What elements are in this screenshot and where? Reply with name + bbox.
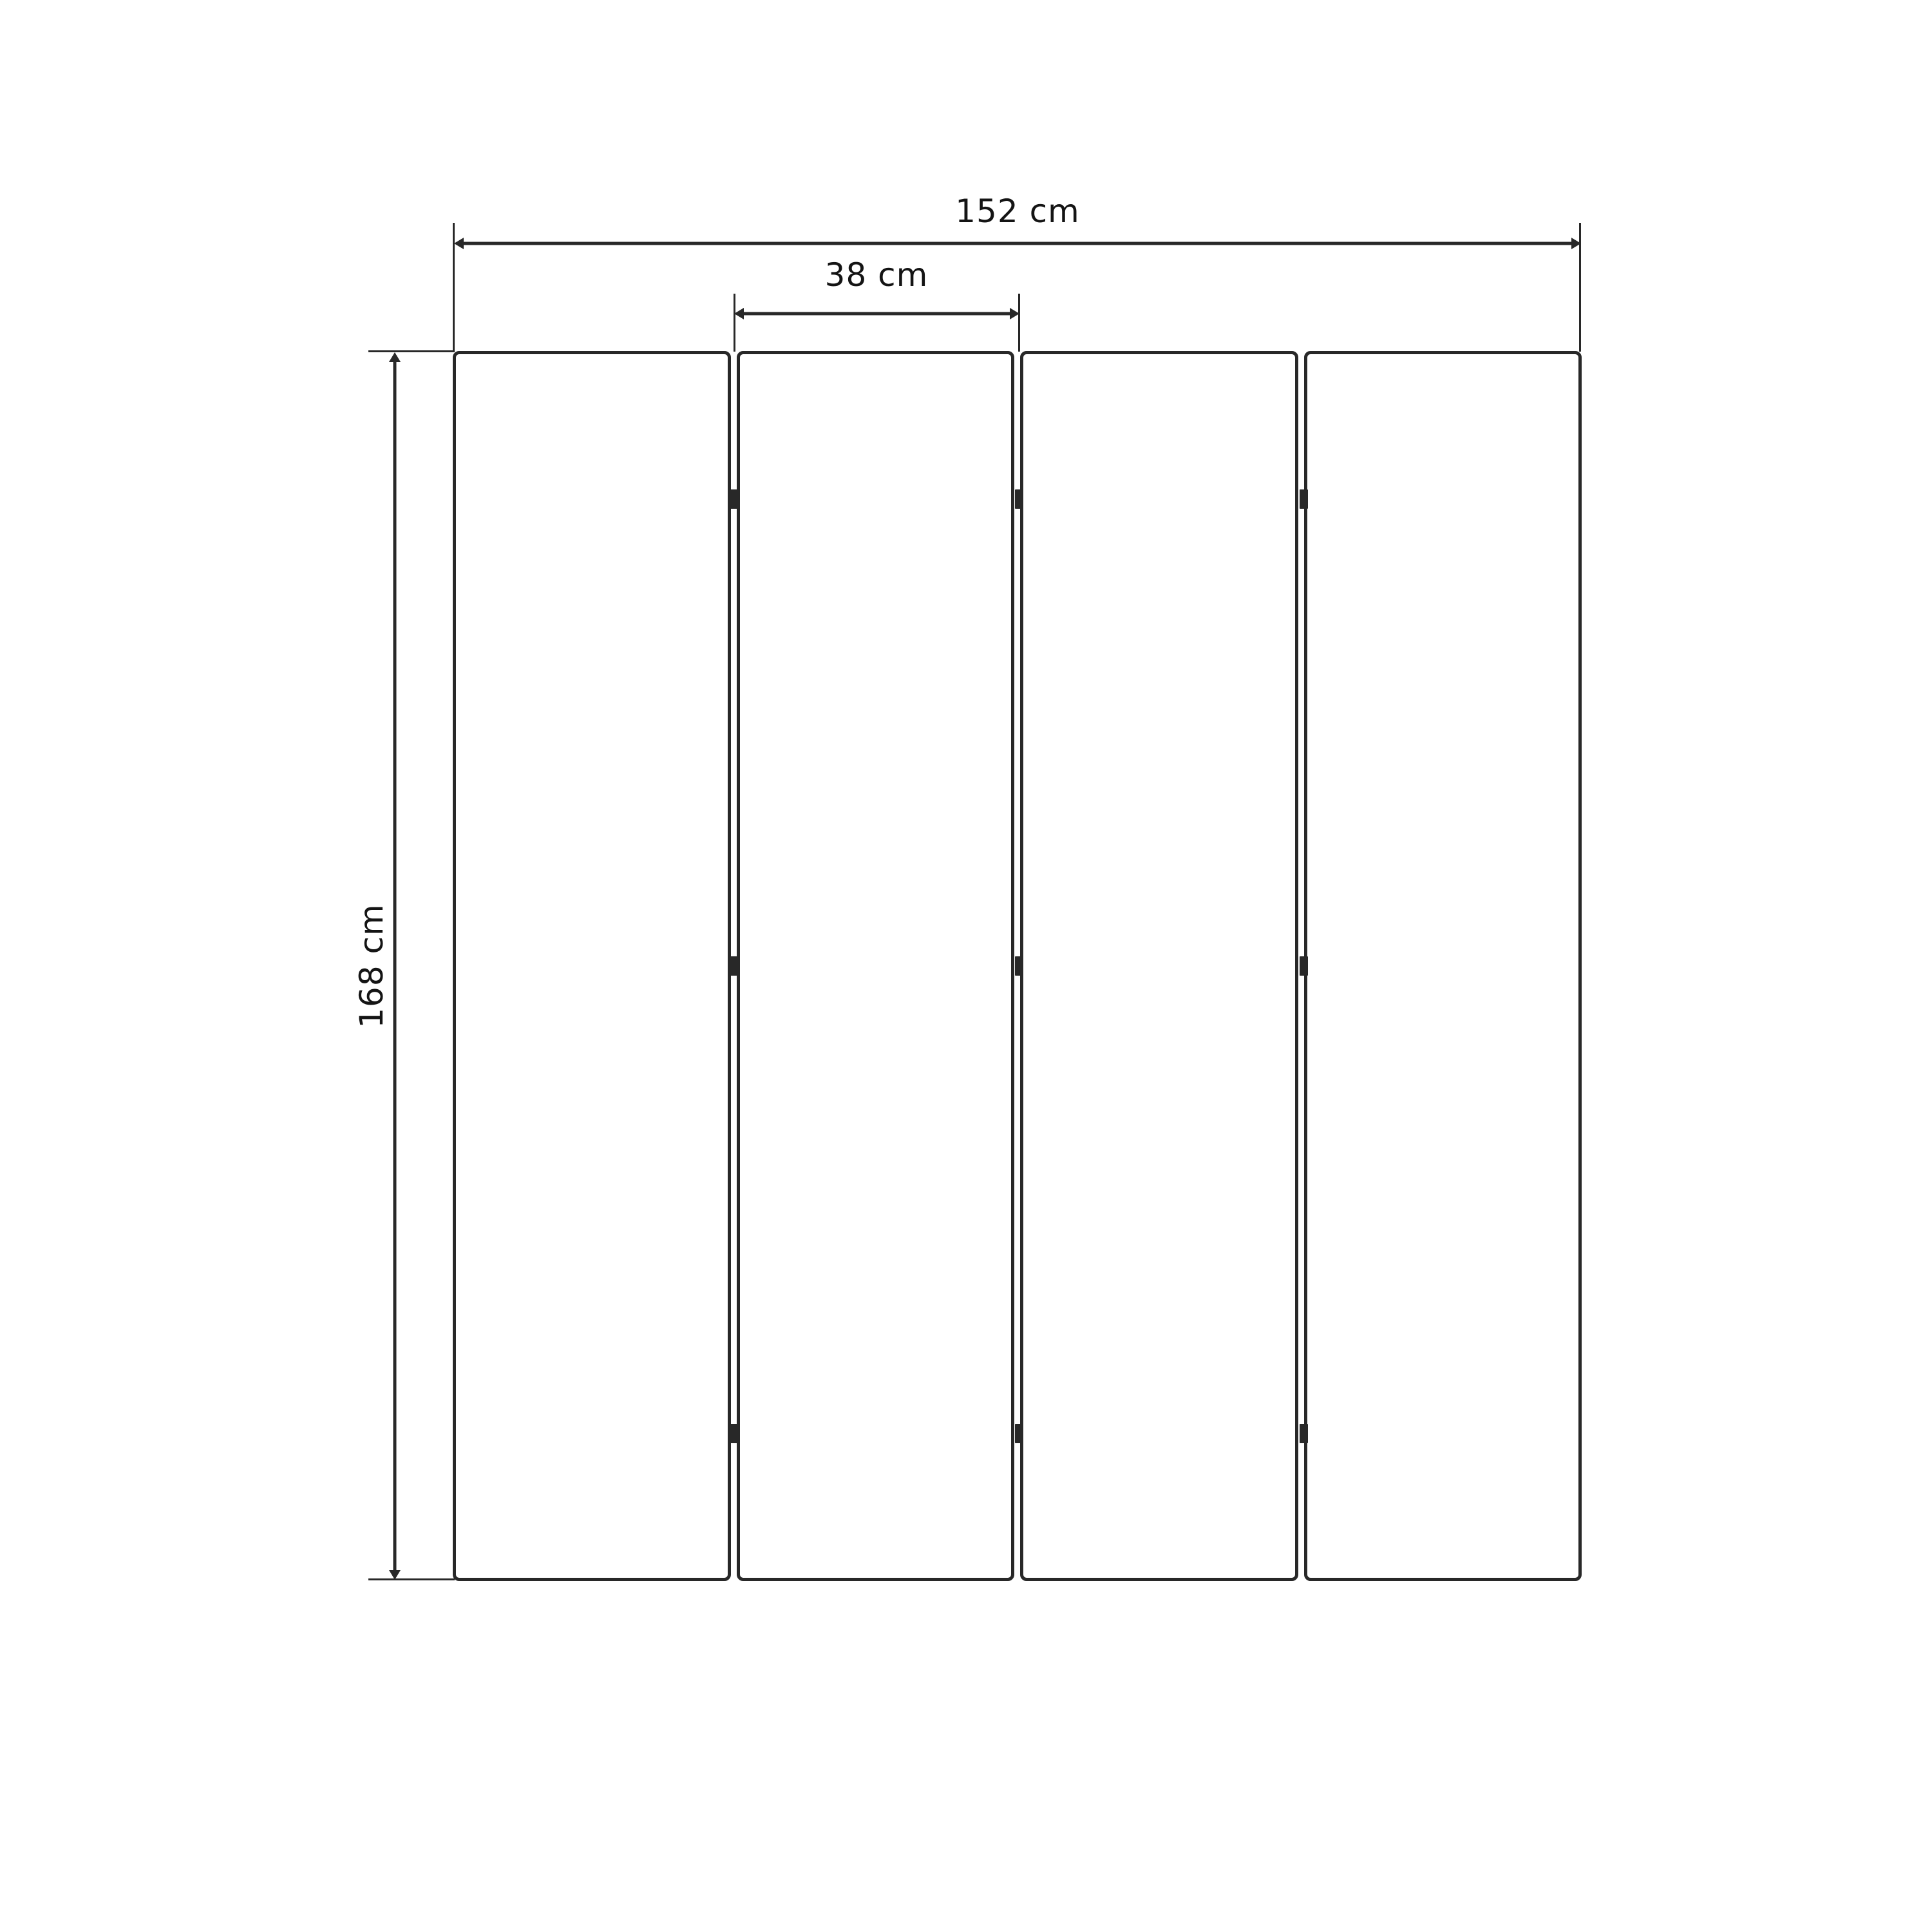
arrowhead-right-icon: [1010, 308, 1019, 319]
total-width-dimension-line: [454, 238, 1581, 249]
extension-line: [368, 350, 455, 352]
panel-width-dimension-label: 38 cm: [824, 256, 929, 294]
height-dimension-label: 168 cm: [353, 904, 390, 1028]
screen-panel-3: [1020, 351, 1298, 1581]
arrowhead-right-icon: [1571, 238, 1581, 249]
hinge-mark: [1015, 1424, 1023, 1443]
extension-line: [368, 1578, 455, 1580]
hinge-mark: [1300, 489, 1308, 509]
hinge-mark: [1300, 956, 1308, 976]
extension-line: [1018, 294, 1020, 352]
screen-panel-2: [737, 351, 1015, 1581]
hinge-mark: [1300, 1424, 1308, 1443]
hinge-mark: [730, 956, 739, 976]
hinge-mark: [730, 489, 739, 509]
height-dimension-line: [389, 352, 401, 1580]
dimension-shaft: [461, 242, 1574, 245]
screen-panel-4: [1304, 351, 1582, 1581]
hinge-mark: [1015, 489, 1023, 509]
arrowhead-down-icon: [389, 1570, 401, 1580]
total-width-dimension-label: 152 cm: [955, 193, 1080, 230]
dimension-shaft: [741, 312, 1012, 316]
extension-line: [734, 294, 735, 352]
panel-width-dimension-line: [734, 308, 1019, 319]
hinge-mark: [730, 1424, 739, 1443]
hinge-mark: [1015, 956, 1023, 976]
screen-panel-1: [453, 351, 731, 1581]
panels-row: [453, 351, 1582, 1581]
dimension-shaft: [393, 359, 397, 1573]
